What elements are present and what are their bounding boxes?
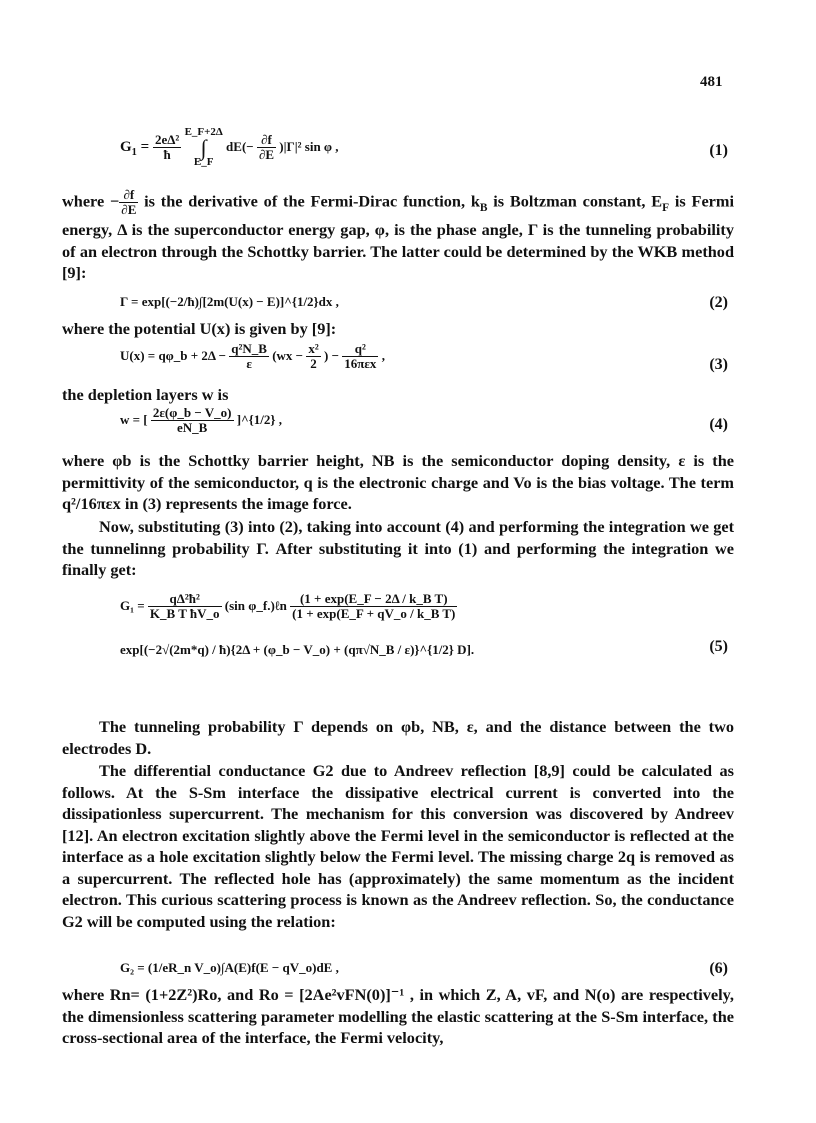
eq3-frac-1: $\frac{\text{q²N\_B}}{\varepsilon}$ — [231, 341, 267, 372]
eq1-integral: E_F+2Δ ∫ E_F — [184, 126, 223, 168]
page-number: 481 — [700, 74, 723, 90]
equation-6 — [120, 960, 728, 976]
eq1-derivative: $\frac{\partial f}{\partial E}$ — [258, 132, 275, 163]
paragraph-now: Now, substituting (3) into (2), taking into account (4) and performing the integration we get the tunnelinng probability Γ. After substituting it into (1) and performing the integration we finally get: — [62, 517, 734, 579]
eq1-lhs: $G_1$ = — [120, 138, 153, 158]
eq5-line-2: exp[(−2√(2m*q) / ħ){2Δ + (φ_b − V_o) + (qπ√N_B / ε)}^{1/2} D]. — [120, 641, 475, 657]
eq4-frac: $\frac{2\varepsilon(\varphi\_b - V\_o)}{eN\_B}$ — [152, 405, 232, 436]
eq4-post: ]^{1/2} , — [236, 411, 282, 427]
equation-1 — [120, 128, 728, 168]
eq2-text: Γ = exp[(−2/ħ)∫[2m(U(x) − E)]^{1/2}dx , — [120, 294, 339, 309]
equation-4 — [120, 406, 728, 436]
eq4-pre: w = [ — [120, 411, 148, 427]
eq1-body-end: )|Γ|² sin φ , — [279, 138, 339, 154]
paragraph-differential: The differential conductance G2 due to Andreev reflection [8,9] could be calculated as follows. At the S-Sm interface the dissipative electrical current is converted into the dissipationless supercurrent. The mechanism for this conversion was discovered by Andreev [12]. An electron excitation slightly above the Fermi level in the semiconductor is reflected at the interface as a hole excitation slightly below the Fermi level. The missing charge 2q is removed as a supercurrent. The reflected hole has (approximately) the same momentum as the incident electron. This curious scattering process is known as the Andreev reflection. So, the conductance G2 will be computed using the relation: — [62, 761, 734, 931]
eq1-body: dE(− — [226, 138, 254, 154]
eq3-label: (3) — [709, 356, 728, 373]
paragraph-where-4: where Rn= (1+2Z²)Ro, and Ro = [2Ae²vFN(0)]⁻¹ , in which Z, A, vF, and N(o) are respectively, the dimensionless scattering parameter modelling the elastic scattering at the S-Sm interface, the cross-sectional area of the interface, the Fermi velocity, — [62, 985, 734, 1047]
eq5-mid: (sin φ_f.)ℓn — [224, 597, 287, 613]
eq4-label: (4) — [709, 416, 728, 433]
eq6-text: G₂ = (1/eR_n V_o)∫A(E)f(E − qV_o)dE , — [120, 960, 339, 975]
equation-2 — [120, 294, 728, 310]
eq5-log-fraction: $\frac{\text{(1 + exp(E\_F − 2Δ / k\_B T)}}{\text{(1 + exp(E\_F + qV\_o / k\_B T)}}$ — [292, 591, 456, 622]
equation-3 — [120, 342, 728, 372]
paragraph-where-2: where the potential U(x) is given by [9]: — [62, 319, 337, 338]
eq1-label: (1) — [709, 142, 728, 159]
eq2-label: (2) — [709, 294, 728, 311]
eq3-frac-3: $\frac{\text{q²}}{\text{16πεx}}$ — [344, 341, 377, 372]
eq6-label: (6) — [709, 960, 728, 977]
eq3-mid: (wx − — [272, 347, 307, 363]
eq3-mid2: ) − — [324, 347, 343, 363]
eq5-label: (5) — [709, 638, 728, 655]
eq5-lhs: G₁ = — [120, 597, 148, 613]
eq3-post: , — [381, 347, 385, 363]
eq3-frac-2: $\frac{\text{x²}}{2}$ — [308, 341, 319, 372]
eq3-pre: U(x) = qφ_b + 2Δ − — [120, 347, 230, 363]
eq5-coefficient: $\frac{\text{qΔ²ħ²}}{\text{K\_B T ħV\_o}}$ — [149, 591, 220, 622]
where1-derivative: $\frac{\partial f}{\partial E}$ — [121, 187, 137, 218]
eq1-coefficient: $\frac{\text{2eΔ²}}{ħ}$ — [154, 132, 180, 163]
paragraph-tunneling: The tunneling probability Γ depends on φb, NB, ε, and the distance between the two electrodes D. — [62, 717, 734, 758]
paragraph-depletion: the depletion layers w is — [62, 385, 229, 404]
paragraph-where-1: where − $\frac{\partial f}{\partial E}$ is the derivative of the Fermi-Dirac function, $k_B$ is Boltzman constant, $E_F$ is Fermi energy, Δ is the superconductor energy gap, φ, is the phase angle, Γ is the tunneling probability of an electron through the Schottky barrier. The latter could be determined by the WKB method [9]: — [62, 187, 734, 283]
paragraph-where-3: where φb is the Schottky barrier height, NB is the semiconductor doping density, ε is the permittivity of the semiconductor, q is the electronic charge and Vo is the bias voltage. The term q²/16πεx in (3) represents the image force. — [62, 451, 734, 513]
equation-5 — [120, 592, 728, 658]
